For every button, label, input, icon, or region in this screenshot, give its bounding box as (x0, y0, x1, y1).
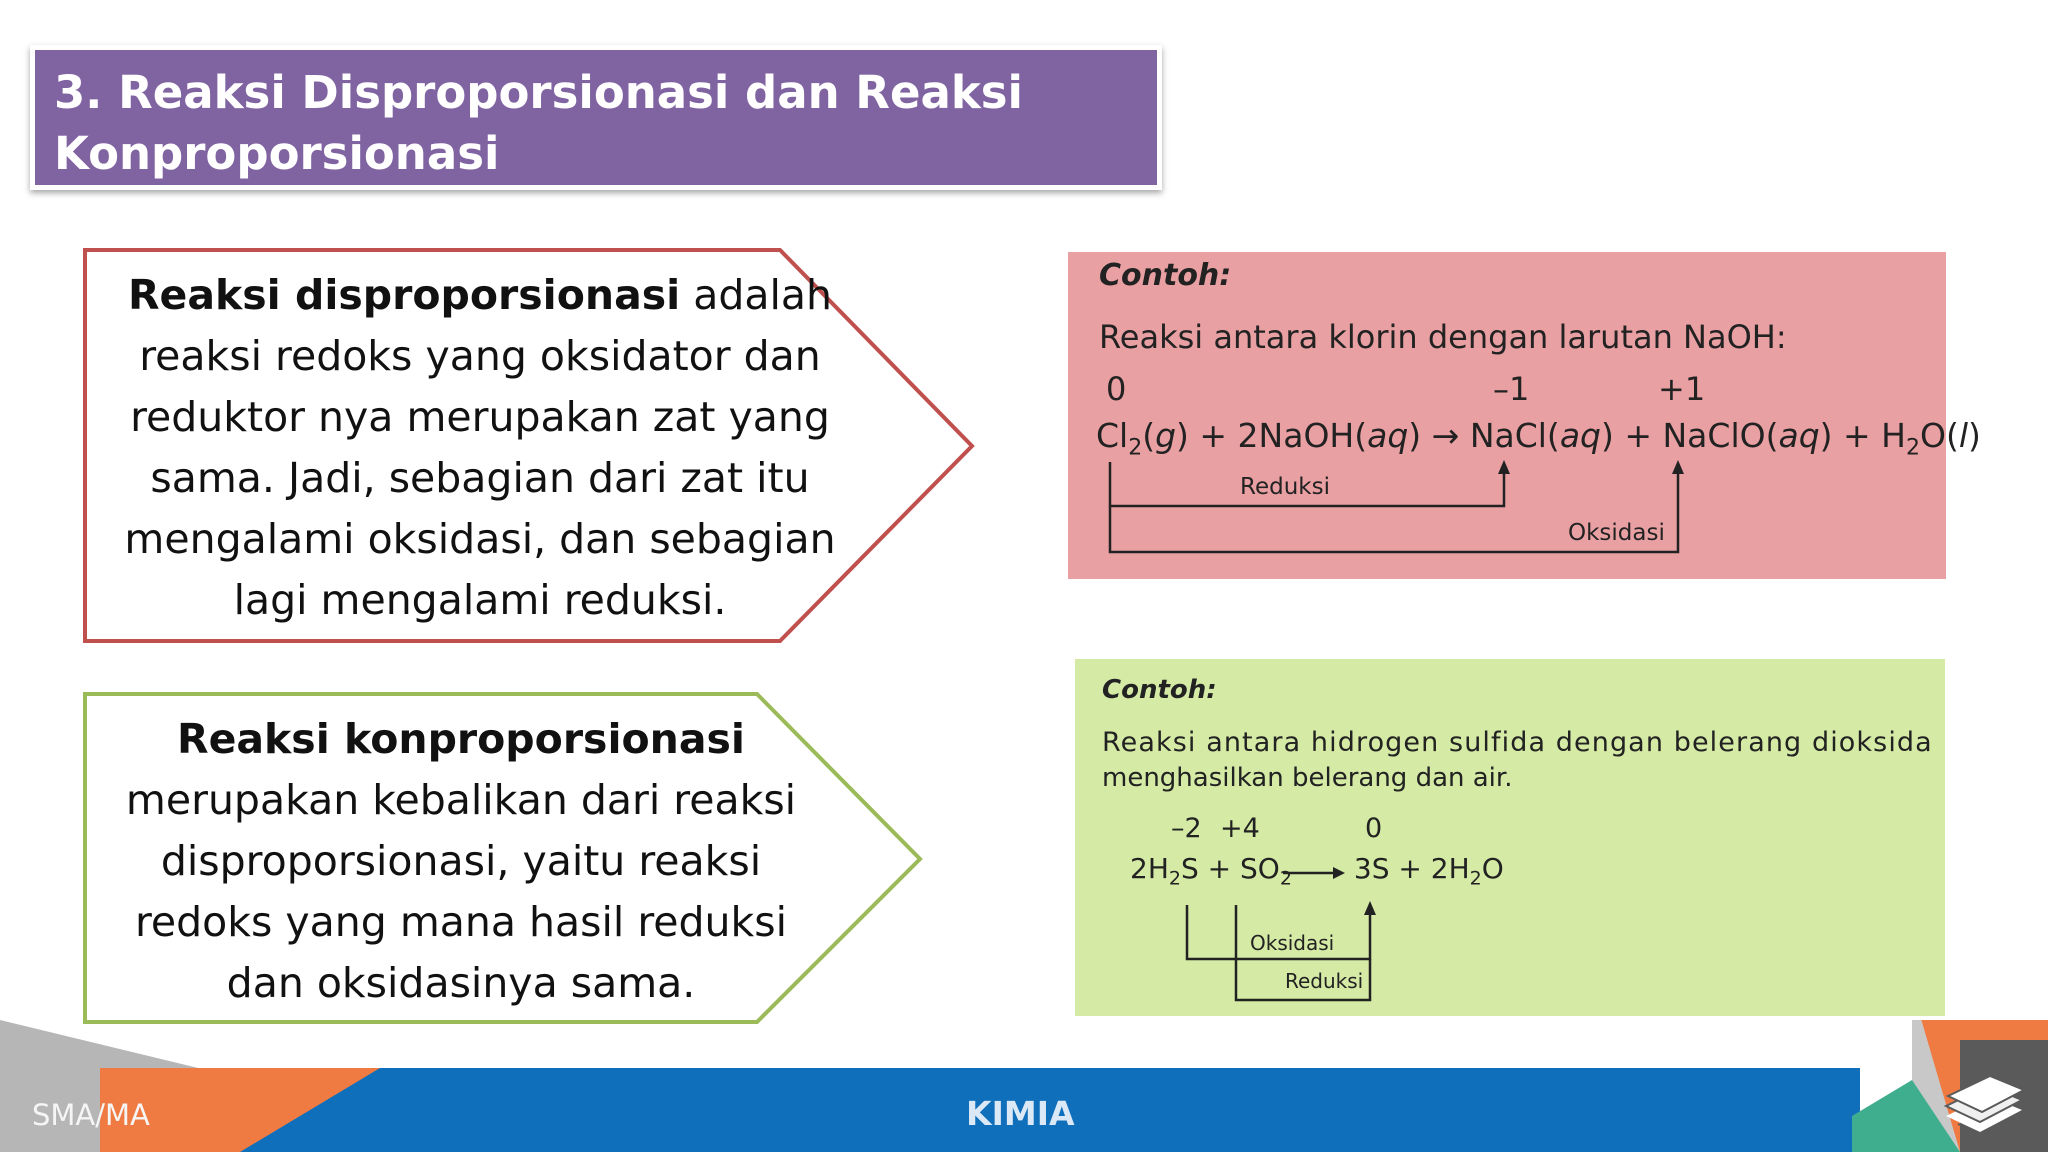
example-panel-chlorine (1068, 252, 1981, 579)
definition-text: dan oksidasinya sama. (226, 959, 696, 1007)
definition-text: redoks yang mana hasil reduksi (134, 898, 788, 946)
comproportionation-term: Reaksi konproporsionasi (177, 715, 745, 763)
definition-text: reduktor nya merupakan zat yang (130, 393, 830, 441)
example-description: Reaksi antara hidrogen sulfida dengan belerang dioksida (1102, 727, 1933, 758)
redox-bracket-lines (1068, 252, 1946, 579)
title-line-1: 3. Reaksi Disproporsionasi dan Reaksi (54, 66, 1023, 119)
example-description: menghasilkan belerang dan air. (1102, 763, 1513, 793)
oxidation-number-s: 0 (1365, 813, 1383, 844)
example-description: Reaksi antara klorin dengan larutan NaOH: (1099, 318, 1787, 356)
definition-text: adalah (680, 271, 833, 319)
oxidation-label: Oksidasi (1568, 520, 1665, 546)
disproportionation-term: Reaksi disproporsionasi (127, 271, 681, 319)
hydrogen-sulfide-equation: $2H_2S + SO_2$ $3S + 2H_2O$ (1130, 852, 1504, 890)
definition-text: merupakan kebalikan dari reaksi (125, 776, 797, 824)
example-panel-hydrogen-sulfide (1075, 659, 1945, 1016)
reduction-label: Reduksi (1285, 969, 1364, 993)
chlorine-equation: $Cl_2(g)$ + 2NaOH(aq) → NaCl(aq) + NaClO(aq) + $H_2O(l)$ (1096, 416, 1981, 461)
oxidation-number-h2s: –2 (1171, 813, 1202, 844)
oxidation-number-so2: +4 (1220, 813, 1260, 844)
oxidation-number-cl2: 0 (1106, 370, 1127, 408)
example-label: Contoh: (1099, 258, 1232, 293)
definition-text: sama. Jadi, sebagian dari zat itu (150, 454, 810, 502)
definition-text: lagi mengalami reduksi. (233, 576, 727, 624)
definition-text: mengalami oksidasi, dan sebagian (124, 515, 836, 563)
oxidation-number-nacl: –1 (1493, 370, 1530, 408)
definition-text: reaksi redoks yang oksidator dan (139, 332, 821, 380)
books-logo-icon (1938, 1076, 2028, 1142)
redox-bracket-lines (1075, 659, 1945, 1016)
reduction-label: Reduksi (1240, 474, 1330, 500)
example-label: Contoh: (1102, 675, 1217, 705)
reaction-arrow: → (1431, 416, 1460, 455)
oxidation-label: Oksidasi (1250, 931, 1335, 955)
footer-subject-label: KIMIA (966, 1094, 1075, 1133)
oxidation-number-naclo: +1 (1658, 370, 1706, 408)
disproportionation-definition (95, 265, 865, 631)
title-line-2: Konproporsionasi (54, 127, 500, 180)
comproportionation-definition (95, 709, 827, 1014)
footer-level-label: SMA/MA (32, 1098, 150, 1132)
definition-text: disproporsionasi, yaitu reaksi (160, 837, 762, 885)
